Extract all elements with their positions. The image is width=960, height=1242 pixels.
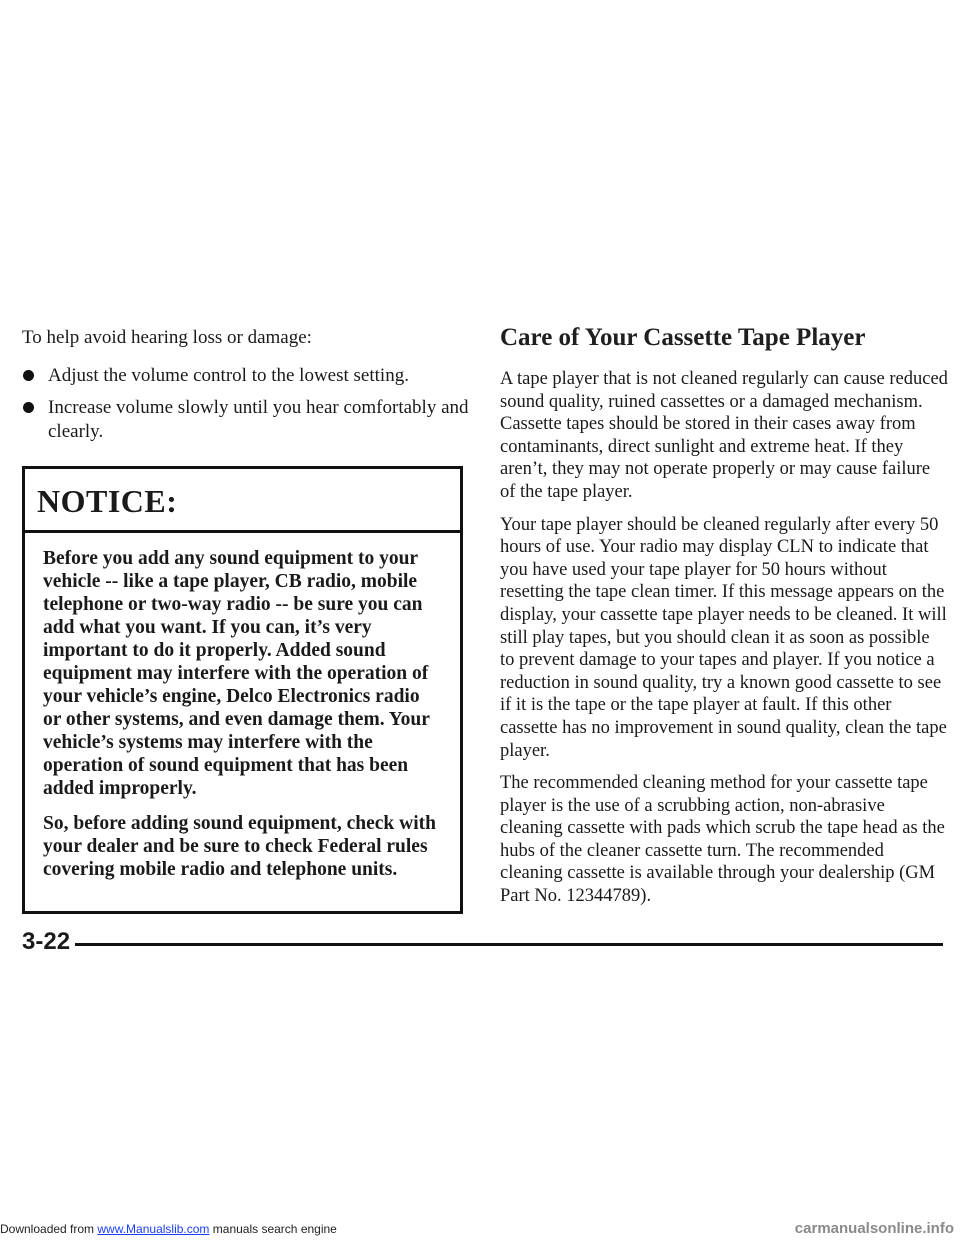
body-paragraph: A tape player that is not cleaned regularly can cause reduced sound quality, ruined cassettes or a damaged mechanism. Cassette tapes should be stored in their cases away from contaminants, direct sunlight and extreme heat. If they aren’t, they may not operate properly or may cause failure of the tape player. — [500, 369, 948, 502]
notice-paragraph: So, before adding sound equipment, check with your dealer and be sure to check Federal rules covering mobile radio and telephone units. — [43, 813, 436, 880]
bullet-text: Adjust the volume control to the lowest setting. — [48, 365, 409, 386]
bullet-icon — [23, 370, 34, 381]
footer-divider — [75, 943, 943, 946]
manualslib-link[interactable]: www.Manualslib.com — [97, 1222, 210, 1236]
right-column — [500, 324, 948, 918]
bullet-list — [22, 364, 472, 444]
notice-paragraph: Before you add any sound equipment to your vehicle -- like a tape player, CB radio, mobile telephone or two-way radio -- be sure you can add what you want. If you can, it’s very important to do it properly. Added sound equipment may interfere with the operation of your vehicle’s engine, Delco Electronics radio or other systems, and even damage them. Your vehicle’s systems may interfere with the operation of sound equipment that has been added improperly. — [43, 548, 430, 799]
body-paragraph: The recommended cleaning method for your cassette tape player is the use of a scrubbing action, non-abrasive cleaning cassette with pads which scrub the tape head as the hubs of the cleaner cassette turn. The recommended cleaning cassette is available through your dealership (GM Part No. 12344789). — [500, 773, 945, 907]
section-title: Care of Your Cassette Tape Player — [500, 324, 866, 351]
bullet-item — [22, 364, 472, 388]
watermark-prefix: Downloaded from — [0, 1222, 98, 1236]
intro-text: To help avoid hearing loss or damage: — [22, 327, 312, 348]
bullet-icon — [23, 402, 34, 413]
watermark-suffix: manuals search engine — [209, 1222, 337, 1236]
notice-box — [22, 466, 463, 914]
bullet-text: Increase volume slowly until you hear comfortably and clearly. — [48, 397, 469, 442]
left-column — [22, 326, 472, 914]
page-number: 3-22 — [22, 928, 71, 955]
download-watermark — [0, 1222, 337, 1236]
notice-body — [25, 533, 460, 911]
bullet-item — [22, 396, 472, 444]
notice-title: NOTICE: — [25, 469, 460, 533]
body-paragraph: Your tape player should be cleaned regularly after every 50 hours of use. Your radio may display CLN to indicate that you have used your tape player for 50 hours without resetting the tape clean timer. If this message appears on the display, your cassette tape player needs to be cleaned. It will still play tapes, but you should clean it as soon as possible to prevent damage to your tapes and player. If you notice a reduction in sound quality, try a known good cassette to see if it is the tape or the tape player at fault. If this other cassette has no improvement in sound quality, clean the tape player. — [500, 514, 947, 761]
site-watermark: carmanualsonline.info — [794, 1220, 954, 1237]
